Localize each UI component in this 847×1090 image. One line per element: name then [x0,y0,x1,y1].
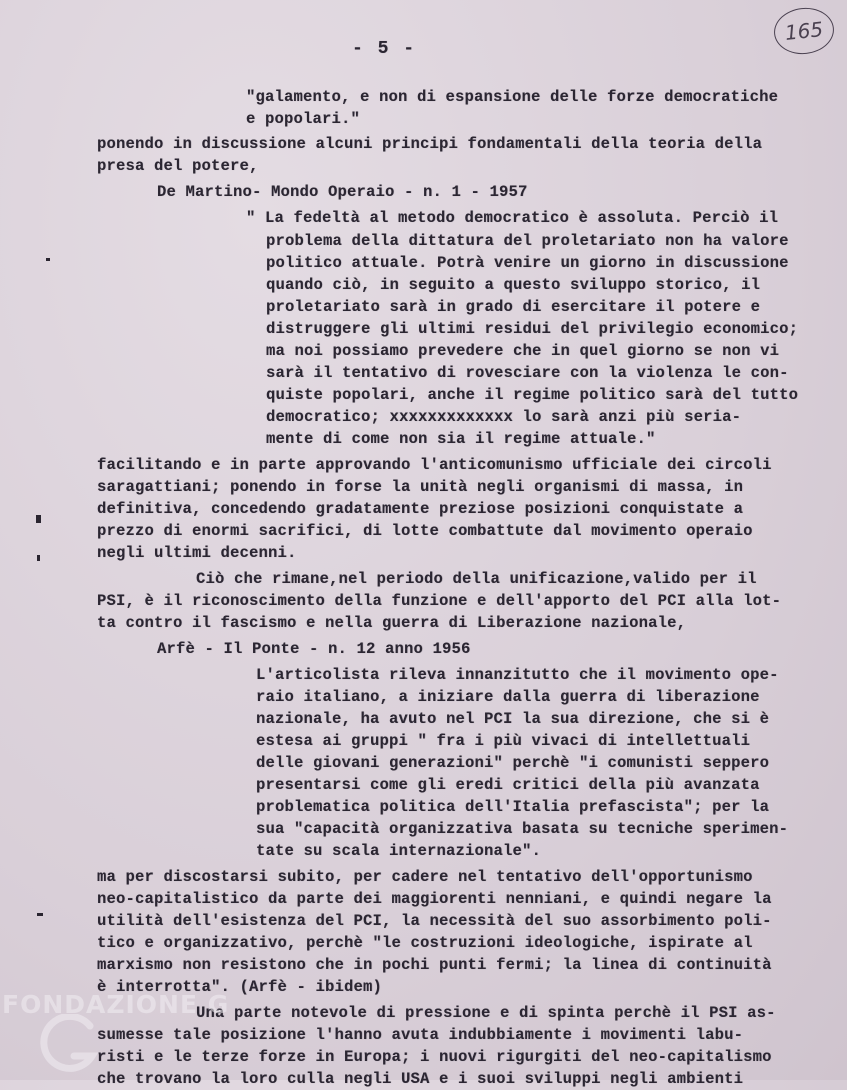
quote-line: estesa ai gruppi " fra i più vivaci di intellettuali [256,732,751,750]
quote-line: problematica politica dell'Italia prefascista"; per la [256,798,770,816]
quote-line: distruggere gli ultimi residui del privilegio economico; [266,320,799,338]
text-line: saragattiani; ponendo in forse la unità negli organismi di massa, in [97,478,744,496]
text-line: prezzo di enormi sacrifici, di lotte combattute dal movimento operaio [97,522,753,540]
quote-line: nazionale, ha avuto nel PCI la sua direzione, che si è [256,710,770,728]
quote-line: raio italiano, a iniziare dalla guerra di liberazione [256,688,760,706]
punch-mark [46,258,50,261]
watermark-logo-icon [30,1014,120,1074]
text-line: presa del potere, [97,157,259,175]
text-line: negli ultimi decenni. [97,544,297,562]
quote-line: democratico; xxxxxxxxxxxxx lo sarà anzi più seria- [266,408,742,426]
quote-line: " La fedeltà al metodo democratico è assoluta. Perciò il [246,209,779,227]
citation-line: Arfè - Il Ponte - n. 12 anno 1956 [157,640,471,658]
text-line: ta contro il fascismo e nella guerra di Liberazione nazionale, [97,614,687,632]
quote-line: politico attuale. Potrà venire un giorno in discussione [266,254,789,272]
text-line: Una parte notevole di pressione e di spinta perchè il PSI as- [196,1004,776,1022]
punch-mark [37,913,43,916]
text-line: utilità dell'esistenza del PCI, la necessità del suo assorbimento poli- [97,912,772,930]
quote-line: problema della dittatura del proletariato non ha valore [266,232,789,250]
archive-number-stamp: 165 [772,5,836,57]
text-line: sumesse tale posizione l'hanno avuta indubbiamente i movimenti labu- [97,1026,744,1044]
text-line: neo-capitalistico da parte dei maggiorenti nenniani, e quindi negare la [97,890,772,908]
text-line: marxismo non resistono che in pochi punti fermi; la linea di continuità [97,956,772,974]
quote-line: presentarsi come gli eredi critici della più avanzata [256,776,760,794]
watermark-text: FONDAZIONE G [2,990,230,1019]
punch-mark [36,515,41,523]
quote-line: proletariato sarà in grado di esercitare il potere e [266,298,761,316]
quote-line: L'articolista rileva innanzitutto che il movimento ope- [256,666,779,684]
text-line: ma per discostarsi subito, per cadere nel tentativo dell'opportunismo [97,868,753,886]
citation-line: De Martino- Mondo Operaio - n. 1 - 1957 [157,183,528,201]
foundation-watermark [2,984,232,1080]
text-line: è interrotta". (Arfè - ibidem) [97,978,383,996]
text-line: definitiva, concedendo gradatamente preziose posizioni conquistate a [97,500,744,518]
text-line: tico e organizzativo, perchè "le costruzioni ideologiche, ispirate al [97,934,753,952]
quote-line: ma noi possiamo prevedere che in quel giorno se non vi [266,342,780,360]
quote-line: tate su scala internazionale". [256,842,542,860]
text-line: e popolari." [246,110,361,128]
quote-line: quando ciò, in seguito a questo sviluppo storico, il [266,276,761,294]
quote-line: quiste popolari, anche il regime politico sarà del tutto [266,386,799,404]
quote-line: sua "capacità organizzativa basata su tecniche sperimen- [256,820,789,838]
text-line: ponendo in discussione alcuni principi fondamentali della teoria della [97,135,763,153]
punch-mark [37,555,40,561]
text-line: che trovano la loro culla negli USA e i suoi sviluppi negli ambienti [97,1070,744,1088]
text-line: PSI, è il riconoscimento della funzione e dell'apporto del PCI alla lot- [97,592,782,610]
text-line: risti e le terze forze in Europa; i nuovi rigurgiti del neo-capitalismo [97,1048,772,1066]
text-line: facilitando e in parte approvando l'anticomunismo ufficiale dei circoli [97,456,772,474]
text-line: "galamento, e non di espansione delle forze democratiche [246,88,779,106]
page-number: - 5 - [352,39,417,59]
quote-line: delle giovani generazioni" perchè "i comunisti seppero [256,754,770,772]
quote-line: mente di come non sia il regime attuale." [266,430,656,448]
quote-line: sarà il tentativo di rovesciare con la violenza le con- [266,364,789,382]
text-line: Ciò che rimane,nel periodo della unificazione,valido per il [196,570,757,588]
